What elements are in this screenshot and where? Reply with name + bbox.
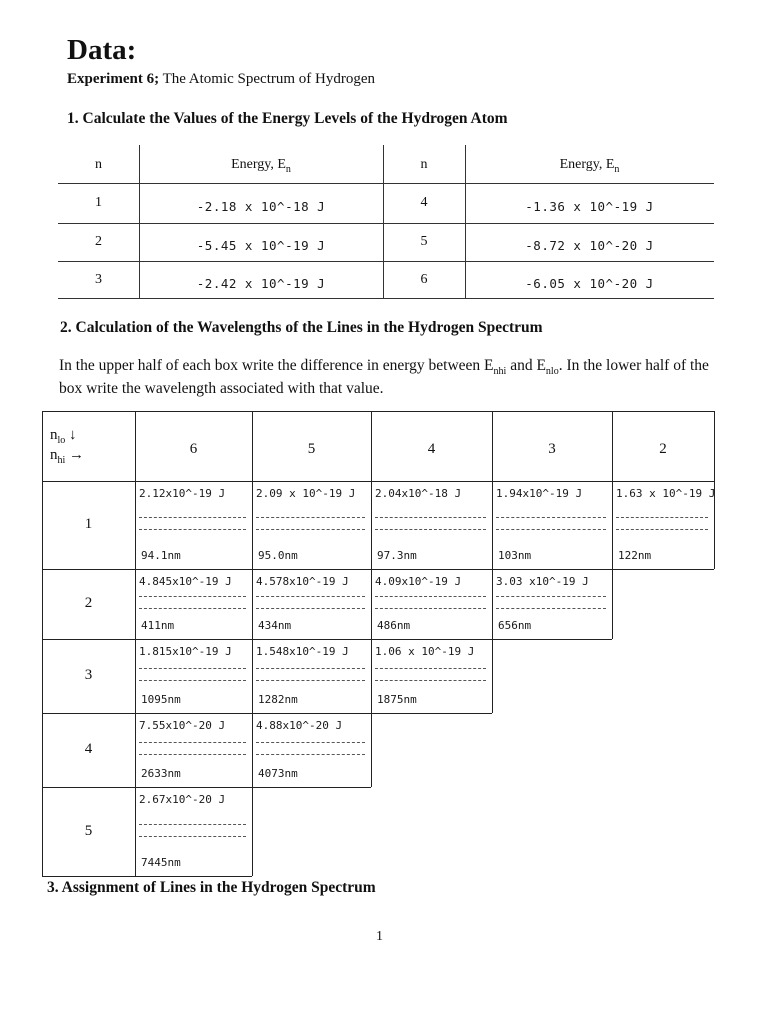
cell-divider	[139, 596, 246, 597]
grid-line	[42, 713, 492, 714]
wavelength-value: 122nm	[618, 549, 652, 562]
cell-divider	[256, 517, 365, 518]
nlo-label: 5	[84, 822, 93, 839]
grid-line	[42, 569, 714, 570]
wavelength-value: 7445nm	[141, 856, 181, 869]
wavelength-value: 2633nm	[141, 767, 181, 780]
nhi-header: 5	[307, 441, 316, 457]
grid-line	[42, 787, 371, 788]
nhi-header: 3	[548, 441, 556, 457]
cell-divider	[496, 608, 606, 609]
cell-divider	[139, 517, 246, 518]
wavelength-value: 1875nm	[377, 693, 417, 706]
wavelength-value: 434nm	[258, 619, 292, 632]
cell-divider	[616, 517, 708, 518]
energy-difference: 1.06 x 10^-19 J	[375, 645, 475, 658]
experiment-subtitle	[67, 71, 375, 88]
cell-divider	[139, 824, 246, 825]
grid-line	[135, 411, 136, 876]
nhi-header: 6	[189, 441, 198, 457]
cell-divider	[256, 596, 365, 597]
page-number: 1	[376, 929, 383, 944]
energy-difference: 1.63 x 10^-19 J	[616, 487, 716, 500]
col-header-n-2: n	[420, 157, 428, 172]
wavelength-value: 656nm	[498, 619, 532, 632]
cell-divider	[139, 529, 246, 530]
grid-line	[42, 639, 612, 640]
wavelength-value: 95.0nm	[258, 549, 298, 562]
nhi-header: 4	[427, 441, 436, 457]
energy-difference: 2.12x10^-19 J	[139, 487, 226, 500]
wavelength-value: 411nm	[141, 619, 175, 632]
cell-divider	[139, 742, 246, 743]
grid-line	[42, 876, 252, 877]
page-title: Data:	[67, 34, 137, 66]
cell-divider	[375, 608, 486, 609]
energy-row-value: -1.36 x 10^-19 J	[525, 199, 654, 214]
energy-difference: 4.88x10^-20 J	[256, 719, 343, 732]
cell-divider	[139, 754, 246, 755]
grid-line	[42, 481, 714, 482]
wavelength-value: 103nm	[498, 549, 532, 562]
nlo-label: 2	[84, 595, 93, 611]
col-header-n: n	[95, 157, 102, 172]
grid-line	[371, 411, 372, 787]
energy-row-n: 6	[420, 272, 428, 287]
cell-divider	[256, 529, 365, 530]
energy-difference: 2.04x10^-18 J	[375, 487, 462, 500]
energy-row-value: -8.72 x 10^-20 J	[525, 238, 654, 253]
corner-nlo-label: $n_{lo}$ ↓	[50, 427, 77, 446]
energy-row-n: 4	[420, 195, 428, 210]
cell-divider	[375, 517, 486, 518]
cell-divider	[496, 596, 606, 597]
energy-row-value: -5.45 x 10^-19 J	[196, 238, 326, 253]
wavelength-grid	[42, 411, 714, 876]
cell-divider	[256, 608, 365, 609]
cell-divider	[139, 680, 246, 681]
energy-row-n: 5	[420, 234, 428, 249]
energy-row-n: 2	[95, 234, 102, 249]
nlo-label: 4	[84, 741, 93, 757]
energy-levels-table	[58, 145, 714, 299]
energy-row-value: -2.42 x 10^-19 J	[196, 276, 326, 291]
cell-divider	[375, 680, 486, 681]
section2-instructions: In the upper half of each box write the difference in energy between $E_{nhi}$ and $E_{nlo}$. In the lower half of the box write the wavelength associated with that value.	[59, 357, 709, 398]
wavelength-value: 97.3nm	[377, 549, 417, 562]
wavelength-value: 1095nm	[141, 693, 181, 706]
grid-line	[252, 411, 253, 876]
energy-row-n: 3	[95, 272, 102, 287]
cell-divider	[375, 529, 486, 530]
cell-divider	[616, 529, 708, 530]
energy-difference: 2.09 x 10^-19 J	[256, 487, 356, 500]
cell-divider	[256, 742, 365, 743]
cell-divider	[256, 680, 365, 681]
nlo-label: 3	[84, 667, 93, 683]
nlo-label: 1	[84, 516, 93, 532]
cell-divider	[375, 668, 486, 669]
energy-difference: 3.03 x10^-19 J	[496, 575, 589, 588]
wavelength-value: 94.1nm	[141, 549, 181, 562]
section3-heading: 3. Assignment of Lines in the Hydrogen Spectrum	[47, 879, 376, 896]
cell-divider	[375, 596, 486, 597]
energy-difference: 4.09x10^-19 J	[375, 575, 462, 588]
cell-divider	[139, 668, 246, 669]
energy-row-value: -6.05 x 10^-20 J	[525, 276, 654, 291]
experiment-name: The Atomic Spectrum of Hydrogen	[162, 71, 376, 87]
cell-divider	[496, 529, 606, 530]
section1-heading: 1. Calculate the Values of the Energy Levels of the Hydrogen Atom	[67, 110, 508, 127]
col-header-energy-2: Energy, $E_n$	[559, 157, 620, 175]
col-header-energy: Energy, $E_n$	[231, 157, 291, 175]
cell-divider	[139, 836, 246, 837]
corner-nhi-label: $n_{hi}$ →	[50, 447, 85, 466]
cell-divider	[496, 517, 606, 518]
energy-difference: 1.94x10^-19 J	[496, 487, 583, 500]
energy-row-n: 1	[95, 195, 102, 210]
cell-divider	[139, 608, 246, 609]
energy-difference: 2.67x10^-20 J	[139, 793, 226, 806]
experiment-number: Experiment 6;	[67, 71, 160, 87]
cell-divider	[256, 668, 365, 669]
wavelength-value: 486nm	[377, 619, 411, 632]
grid-line	[42, 411, 43, 876]
energy-row-value: -2.18 x 10^-18 J	[196, 199, 326, 214]
wavelength-value: 1282nm	[258, 693, 298, 706]
energy-difference: 1.815x10^-19 J	[139, 645, 232, 658]
energy-difference: 7.55x10^-20 J	[139, 719, 226, 732]
energy-difference: 4.578x10^-19 J	[256, 575, 349, 588]
wavelength-value: 4073nm	[258, 767, 298, 780]
cell-divider	[256, 754, 365, 755]
section2-heading: 2. Calculation of the Wavelengths of the Lines in the Hydrogen Spectrum	[60, 319, 543, 336]
energy-difference: 4.845x10^-19 J	[139, 575, 232, 588]
energy-difference: 1.548x10^-19 J	[256, 645, 349, 658]
nhi-header: 2	[659, 441, 667, 457]
grid-line	[42, 411, 714, 412]
